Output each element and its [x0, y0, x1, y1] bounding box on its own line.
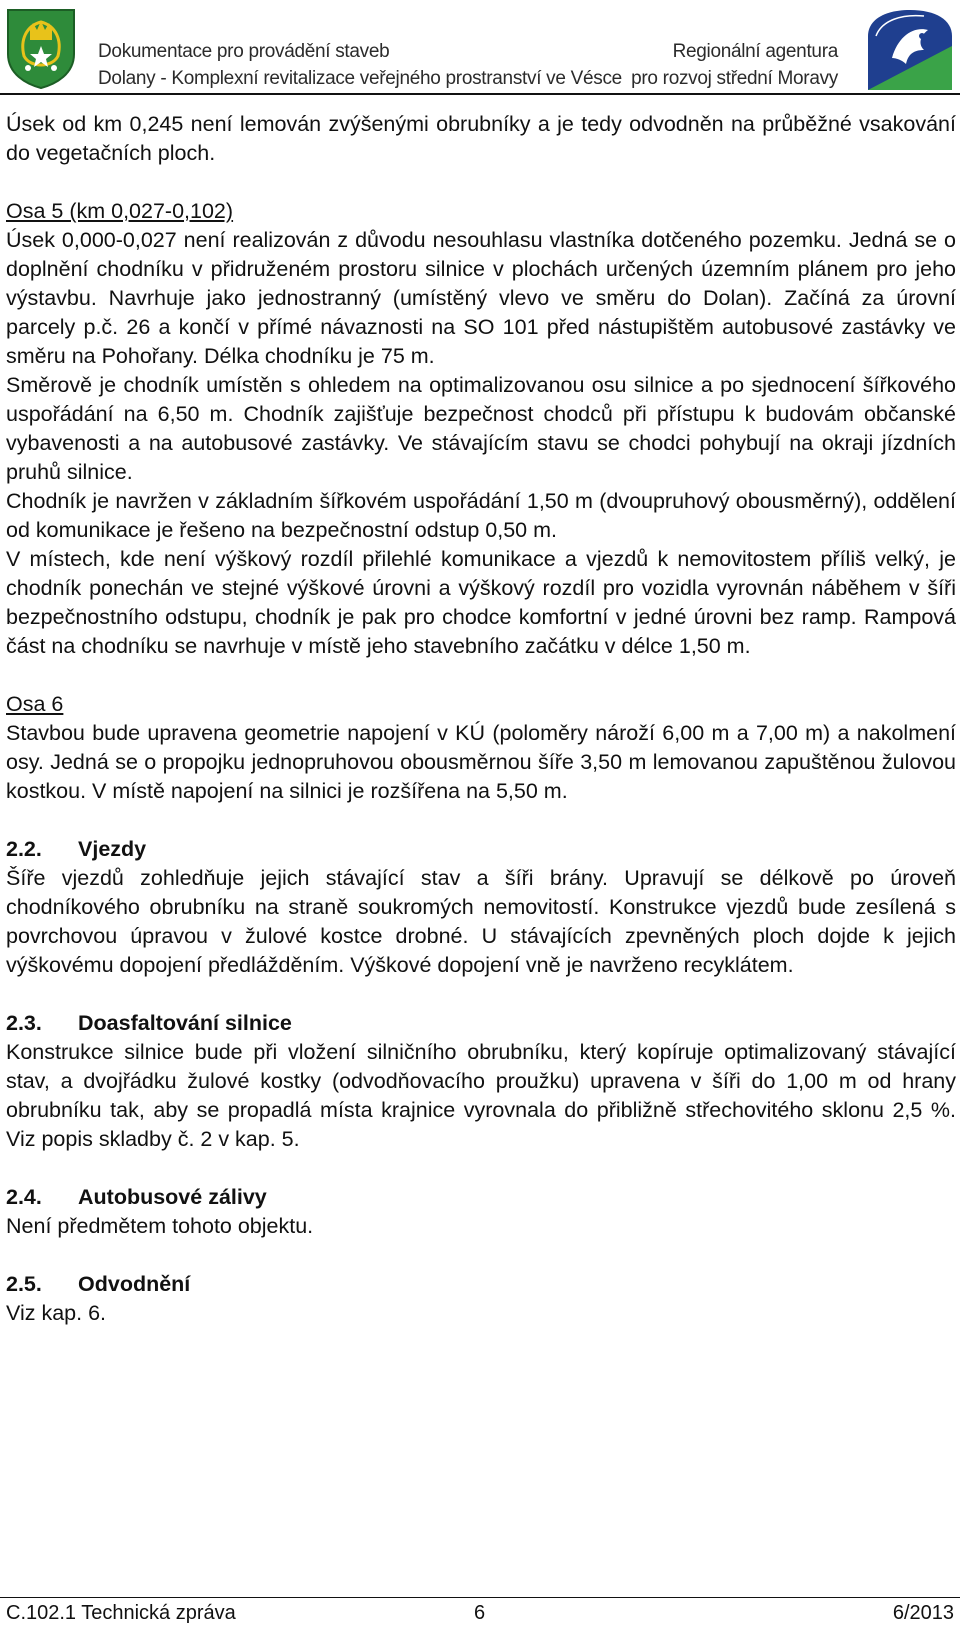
- header-agency-name: Regionální agentura: [672, 41, 838, 62]
- heading-2-2: [6, 835, 956, 864]
- paragraph-osa5-c: Chodník je navržen v základním šířkovém uspořádání 1,50 m (dvoupruhový obousměrný), oddělení od komunikace je řešeno na bezpečnostní odstup 0,50 m.: [6, 489, 956, 542]
- section-title-osa5: Osa 5 (km 0,027-0,102): [6, 199, 234, 223]
- spacer: [6, 1154, 956, 1183]
- header-document-info: [98, 38, 622, 92]
- spacer: [6, 980, 956, 1009]
- heading-title: Odvodnění: [78, 1272, 191, 1296]
- heading-2-5: [6, 1270, 956, 1299]
- heading-title: Doasfaltování silnice: [78, 1011, 292, 1035]
- spacer: [6, 1241, 956, 1270]
- header-agency-subtitle: pro rozvoj střední Moravy: [631, 68, 838, 89]
- header-agency-info: [631, 38, 838, 92]
- footer-document-id: C.102.1 Technická zpráva: [6, 1602, 236, 1624]
- heading-title: Vjezdy: [78, 837, 147, 861]
- footer-divider: [0, 1597, 960, 1598]
- paragraph-osa6: Stavbou bude upravena geometrie napojení v KÚ (poloměry nároží 6,00 m a 7,00 m) a nakolmení osy. Jedná se o propojku jednopruhovou obousměrnou šíře 3,50 m lemovanou zapuštěnou žulovou kostkou. V místě napojení na silnici je rozšířena na 5,50 m.: [6, 721, 956, 803]
- paragraph-intro: Úsek od km 0,245 není lemován zvýšenými obrubníky a je tedy odvodněn na průběžné vsakování do vegetačních ploch.: [6, 112, 956, 165]
- spacer: [6, 806, 956, 835]
- heading-number: 2.4.: [6, 1185, 42, 1209]
- section-title-osa6: Osa 6: [6, 692, 64, 716]
- spacer: [6, 661, 956, 690]
- heading-number: 2.3.: [6, 1011, 42, 1035]
- paragraph-osa5-d: V místech, kde není výškový rozdíl přilehlé komunikace a vjezdů k nemovitostem příliš velký, je chodník ponechán ve stejné výškové úrovni a výškový rozdíl pro vozidla vyrovnán náběhem v šíři bezpečnostního odstupu, chodník je pak pro chodce komfortní v jedné úrovni bez ramp. Rampová část na chodníku se navrhuje v místě jeho stavebního začátku v délce 1,50 m.: [6, 547, 956, 658]
- paragraph-osa5-a: Úsek 0,000-0,027 není realizován z důvodu nesouhlasu vlastníka dotčeného pozemku. Jedná se o doplnění chodníku v přidruženém prostoru silnice v plochách určených územním plánem pro jeho výstavbu. Navrhuje jako jednostranný (umístěný vlevo ve směru do Dolan). Začíná za úrovní parcely p.č. 26 a končí v přímé návaznosti na SO 101 před nástupištěm autobusové zastávky ve směru na Pohořany. Délka chodníku je 75 m.: [6, 228, 956, 368]
- heading-number: 2.2.: [6, 837, 42, 861]
- heading-number: 2.5.: [6, 1272, 42, 1296]
- spacer: [6, 168, 956, 197]
- municipal-coat-of-arms-icon: [6, 8, 76, 90]
- paragraph-2-3: Konstrukce silnice bude při vložení silničního obrubníku, který kopíruje optimalizovaný stávající stav, a dvojřádku žulové kostky (odvodňovacího proužku) upravena v šíři do 1,00 m od hrany obrubníku tak, aby se propadlá místa krajnice vyrovnala do přibližně střechovitého sklonu 2,5 %. Viz popis skladby č. 2 v kap. 5.: [6, 1040, 956, 1151]
- central-moravia-logo-icon: [862, 6, 958, 92]
- heading-title: Autobusové zálivy: [78, 1185, 267, 1209]
- paragraph-2-5: Viz kap. 6.: [6, 1301, 106, 1325]
- heading-2-3: [6, 1009, 956, 1038]
- heading-2-4: [6, 1183, 956, 1212]
- document-body: [6, 110, 956, 1328]
- page-header: [0, 0, 960, 96]
- paragraph-osa5-b: Směrově je chodník umístěn s ohledem na optimalizovanou osu silnice a po sjednocení šířkového uspořádání na 6,50 m. Chodník zajišťuje bezpečnost chodců při přístupu k budovám občanské vybavenosti a na autobusové zastávky. Ve stávajícím stavu se chodci pohybují na okraji jízdních pruhů silnice.: [6, 373, 956, 484]
- paragraph-2-2: Šíře vjezdů zohledňuje jejich stávající stav a šíři brány. Upravují se délkově po úroveň chodníkového obrubníku na straně soukromých nemovitostí. Konstrukce vjezdů bude zesílená s povrchovou úpravou v žulové kostce drobné. U stávajících zpevněných ploch dojde k jejich výškovému dopojení předlážděním. Výškové dopojení vně je navrženo recyklátem.: [6, 866, 956, 977]
- header-doc-type: Dokumentace pro provádění staveb: [98, 41, 390, 62]
- footer-date: 6/2013: [892, 1602, 954, 1624]
- paragraph-2-4: Není předmětem tohoto objektu.: [6, 1214, 314, 1238]
- footer-page-number: 6: [474, 1602, 486, 1624]
- header-project-name: Dolany - Komplexní revitalizace veřejného prostranství ve Vésce: [98, 68, 622, 89]
- header-divider: [0, 93, 960, 95]
